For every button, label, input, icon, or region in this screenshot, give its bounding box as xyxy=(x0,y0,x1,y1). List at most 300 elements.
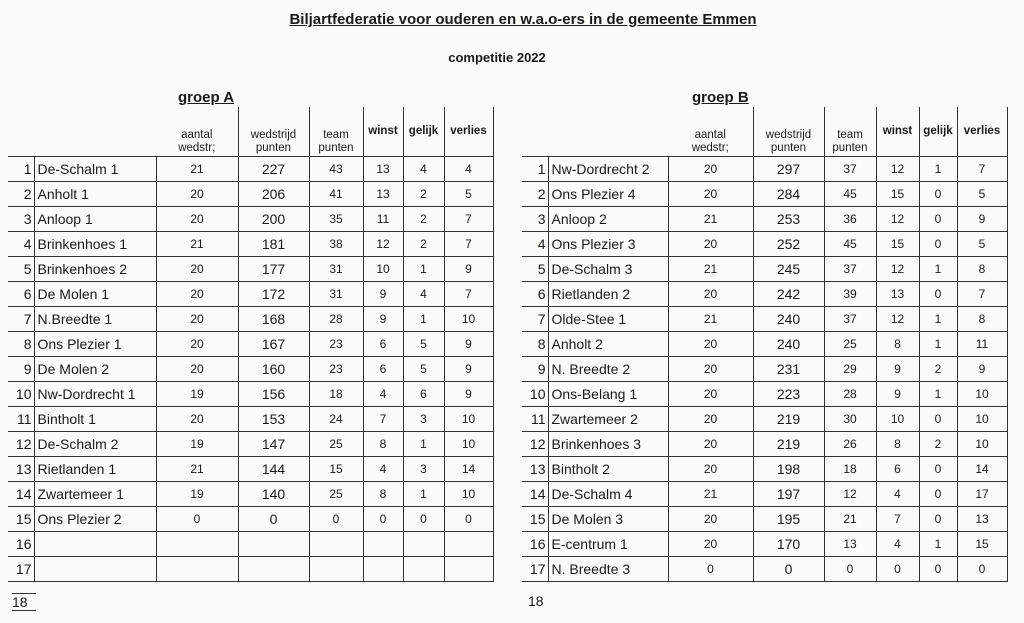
table-row xyxy=(522,182,1007,207)
winst-cell: 7 xyxy=(363,407,403,432)
team-name-cell: De-Schalm 2 xyxy=(34,432,156,457)
gelijk-cell: 3 xyxy=(403,407,444,432)
gelijk-cell: 0 xyxy=(403,507,444,532)
gelijk-cell: 1 xyxy=(403,432,444,457)
team-cell: 28 xyxy=(824,382,876,407)
wedstrijd-cell: 0 xyxy=(753,557,824,582)
wedstrijd-cell: 240 xyxy=(753,332,824,357)
team-name-cell: Olde-Stee 1 xyxy=(548,307,668,332)
wedstrijd-cell: 219 xyxy=(753,407,824,432)
wedstrijd-cell: 170 xyxy=(753,532,824,557)
gelijk-cell: 3 xyxy=(403,457,444,482)
aantal-cell xyxy=(156,557,238,582)
winst-cell: 12 xyxy=(363,232,403,257)
aantal-cell: 20 xyxy=(668,182,753,207)
table-row xyxy=(8,507,493,532)
gelijk-cell: 2 xyxy=(919,357,957,382)
team-name-cell: De Molen 2 xyxy=(34,357,156,382)
rank-cell: 6 xyxy=(522,282,548,307)
winst-cell: 15 xyxy=(876,232,919,257)
winst-cell: 8 xyxy=(363,432,403,457)
rank-cell: 17 xyxy=(8,557,34,582)
wedstrijd-cell: 223 xyxy=(753,382,824,407)
gelijk-cell: 5 xyxy=(403,332,444,357)
team-name-cell xyxy=(34,532,156,557)
gelijk-cell: 2 xyxy=(403,232,444,257)
table-row xyxy=(522,157,1007,182)
verlies-cell: 4 xyxy=(444,157,493,182)
verlies-cell: 7 xyxy=(444,207,493,232)
wedstrijd-cell: 195 xyxy=(753,507,824,532)
team-name-cell: Rietlanden 2 xyxy=(548,282,668,307)
team-cell: 45 xyxy=(824,232,876,257)
gelijk-cell: 0 xyxy=(919,557,957,582)
team-cell xyxy=(309,557,363,582)
rank-cell: 9 xyxy=(522,357,548,382)
gelijk-cell: 1 xyxy=(403,257,444,282)
table-row xyxy=(522,507,1007,532)
rank-header xyxy=(8,107,34,157)
team-name-cell: Anloop 1 xyxy=(34,207,156,232)
verlies-cell xyxy=(444,532,493,557)
rank-cell: 8 xyxy=(8,332,34,357)
aantal-cell: 19 xyxy=(156,482,238,507)
team-name-cell: Ons Plezier 1 xyxy=(34,332,156,357)
aantal-cell: 20 xyxy=(668,507,753,532)
aantal-cell: 21 xyxy=(668,482,753,507)
wedstrijd-cell: 160 xyxy=(238,357,309,382)
rank-cell: 3 xyxy=(8,207,34,232)
wedstrijd-cell: 252 xyxy=(753,232,824,257)
wedstrijd-cell: 240 xyxy=(753,307,824,332)
gelijk-cell: 0 xyxy=(919,482,957,507)
wedstrijd-cell: 147 xyxy=(238,432,309,457)
verlies-cell: 10 xyxy=(444,307,493,332)
winst-header: winst xyxy=(363,107,403,157)
rank-cell: 16 xyxy=(522,532,548,557)
aantal-cell xyxy=(156,532,238,557)
gelijk-cell: 0 xyxy=(919,207,957,232)
verlies-cell: 9 xyxy=(444,382,493,407)
team-name-cell: Anloop 2 xyxy=(548,207,668,232)
team-name-cell: N. Breedte 3 xyxy=(548,557,668,582)
table-row xyxy=(8,357,493,382)
table-row xyxy=(522,482,1007,507)
rank-cell: 7 xyxy=(522,307,548,332)
rank-cell: 11 xyxy=(8,407,34,432)
rank-cell: 13 xyxy=(8,457,34,482)
group-b-row-18-rank: 18 xyxy=(528,593,544,609)
wedstrijd-cell: 153 xyxy=(238,407,309,432)
winst-cell: 10 xyxy=(363,257,403,282)
table-row xyxy=(522,432,1007,457)
table-row xyxy=(522,532,1007,557)
gelijk-cell: 6 xyxy=(403,382,444,407)
aantal-cell: 19 xyxy=(156,382,238,407)
winst-cell xyxy=(363,557,403,582)
verlies-cell: 9 xyxy=(957,357,1007,382)
aantal-cell: 20 xyxy=(668,457,753,482)
winst-cell: 12 xyxy=(876,207,919,232)
gelijk-cell: 0 xyxy=(919,457,957,482)
verlies-cell: 7 xyxy=(444,282,493,307)
verlies-cell: 8 xyxy=(957,257,1007,282)
winst-cell: 9 xyxy=(876,357,919,382)
group-a-table xyxy=(8,107,494,582)
wedstrijd-punten-header: wedstrijd punten xyxy=(753,107,824,157)
wedstrijd-cell: 245 xyxy=(753,257,824,282)
aantal-cell: 20 xyxy=(156,207,238,232)
table-row xyxy=(8,182,493,207)
team-cell: 23 xyxy=(309,332,363,357)
gelijk-cell: 1 xyxy=(919,307,957,332)
aantal-cell: 0 xyxy=(156,507,238,532)
gelijk-cell: 1 xyxy=(919,382,957,407)
rank-cell: 10 xyxy=(8,382,34,407)
rank-cell: 14 xyxy=(8,482,34,507)
wedstrijd-cell: 167 xyxy=(238,332,309,357)
rank-cell: 9 xyxy=(8,357,34,382)
winst-cell: 9 xyxy=(363,282,403,307)
gelijk-cell: 2 xyxy=(403,182,444,207)
aantal-cell: 20 xyxy=(668,332,753,357)
team-cell: 0 xyxy=(824,557,876,582)
wedstrijd-cell: 253 xyxy=(753,207,824,232)
winst-cell: 8 xyxy=(363,482,403,507)
verlies-cell: 0 xyxy=(957,557,1007,582)
wedstrijd-cell: 206 xyxy=(238,182,309,207)
table-row xyxy=(522,257,1007,282)
wedstrijd-cell: 0 xyxy=(238,507,309,532)
aantal-cell: 21 xyxy=(668,257,753,282)
table-row xyxy=(8,557,493,582)
rank-cell: 5 xyxy=(522,257,548,282)
team-cell: 24 xyxy=(309,407,363,432)
table-row xyxy=(8,307,493,332)
verlies-header: verlies xyxy=(444,107,493,157)
table-row xyxy=(522,207,1007,232)
wedstrijd-cell: 168 xyxy=(238,307,309,332)
team-punten-header: team punten xyxy=(824,107,876,157)
team-name-cell: De Molen 3 xyxy=(548,507,668,532)
winst-cell: 15 xyxy=(876,182,919,207)
verlies-cell: 14 xyxy=(957,457,1007,482)
aantal-header: aantal wedstr; xyxy=(668,107,753,157)
rank-cell: 6 xyxy=(8,282,34,307)
verlies-cell: 7 xyxy=(957,157,1007,182)
group-a-header-row xyxy=(8,107,493,157)
winst-cell: 6 xyxy=(876,457,919,482)
verlies-cell: 15 xyxy=(957,532,1007,557)
winst-cell: 8 xyxy=(876,332,919,357)
aantal-cell: 20 xyxy=(156,407,238,432)
rank-cell: 4 xyxy=(8,232,34,257)
wedstrijd-cell: 177 xyxy=(238,257,309,282)
verlies-cell: 13 xyxy=(957,507,1007,532)
team-cell: 25 xyxy=(309,482,363,507)
team-cell: 13 xyxy=(824,532,876,557)
aantal-cell: 20 xyxy=(156,257,238,282)
team-name-cell: Nw-Dordrecht 2 xyxy=(548,157,668,182)
rank-cell: 1 xyxy=(8,157,34,182)
group-b-header-row xyxy=(522,107,1007,157)
table-row xyxy=(8,207,493,232)
wedstrijd-cell: 140 xyxy=(238,482,309,507)
wedstrijd-cell: 197 xyxy=(753,482,824,507)
winst-cell: 13 xyxy=(363,182,403,207)
verlies-cell: 10 xyxy=(444,482,493,507)
wedstrijd-cell: 242 xyxy=(753,282,824,307)
wedstrijd-cell: 284 xyxy=(753,182,824,207)
winst-cell: 6 xyxy=(363,357,403,382)
gelijk-cell: 5 xyxy=(403,357,444,382)
verlies-cell: 5 xyxy=(957,182,1007,207)
team-name-cell: Brinkenhoes 3 xyxy=(548,432,668,457)
winst-cell: 0 xyxy=(363,507,403,532)
rank-cell: 12 xyxy=(522,432,548,457)
aantal-cell: 20 xyxy=(156,307,238,332)
gelijk-cell: 0 xyxy=(919,407,957,432)
team-name-cell: De-Schalm 4 xyxy=(548,482,668,507)
verlies-cell: 7 xyxy=(957,282,1007,307)
table-row xyxy=(522,382,1007,407)
table-row xyxy=(8,532,493,557)
table-row xyxy=(522,407,1007,432)
team-name-header xyxy=(548,107,668,157)
rank-cell: 5 xyxy=(8,257,34,282)
competition-subtitle: competitie 2022 xyxy=(448,50,546,65)
aantal-cell: 21 xyxy=(156,457,238,482)
winst-header: winst xyxy=(876,107,919,157)
aantal-cell: 20 xyxy=(668,382,753,407)
rank-cell: 7 xyxy=(8,307,34,332)
table-row xyxy=(522,307,1007,332)
gelijk-cell: 1 xyxy=(919,532,957,557)
wedstrijd-cell: 231 xyxy=(753,357,824,382)
table-row xyxy=(522,282,1007,307)
aantal-cell: 0 xyxy=(668,557,753,582)
team-punten-header: team punten xyxy=(309,107,363,157)
winst-cell: 12 xyxy=(876,157,919,182)
team-name-cell: Brinkenhoes 1 xyxy=(34,232,156,257)
aantal-cell: 21 xyxy=(668,207,753,232)
wedstrijd-cell: 156 xyxy=(238,382,309,407)
gelijk-cell: 0 xyxy=(919,232,957,257)
verlies-cell: 9 xyxy=(444,257,493,282)
rank-cell: 14 xyxy=(522,482,548,507)
team-name-cell: Ons Plezier 3 xyxy=(548,232,668,257)
rank-cell: 10 xyxy=(522,382,548,407)
team-cell: 31 xyxy=(309,257,363,282)
winst-cell: 0 xyxy=(876,557,919,582)
team-cell: 37 xyxy=(824,307,876,332)
aantal-cell: 20 xyxy=(668,232,753,257)
aantal-cell: 21 xyxy=(156,157,238,182)
verlies-header: verlies xyxy=(957,107,1007,157)
gelijk-cell: 0 xyxy=(919,182,957,207)
verlies-cell: 8 xyxy=(957,307,1007,332)
team-cell: 28 xyxy=(309,307,363,332)
aantal-cell: 20 xyxy=(668,532,753,557)
team-name-cell: De-Schalm 3 xyxy=(548,257,668,282)
table-row xyxy=(8,457,493,482)
winst-cell: 10 xyxy=(876,407,919,432)
aantal-cell: 21 xyxy=(668,307,753,332)
rank-cell: 2 xyxy=(8,182,34,207)
team-name-cell xyxy=(34,557,156,582)
verlies-cell: 17 xyxy=(957,482,1007,507)
table-row xyxy=(522,457,1007,482)
team-cell: 23 xyxy=(309,357,363,382)
verlies-cell: 5 xyxy=(957,232,1007,257)
verlies-cell: 14 xyxy=(444,457,493,482)
gelijk-cell: 1 xyxy=(403,482,444,507)
team-cell: 45 xyxy=(824,182,876,207)
winst-cell: 13 xyxy=(876,282,919,307)
winst-cell: 4 xyxy=(876,532,919,557)
aantal-cell: 20 xyxy=(668,282,753,307)
verlies-cell: 10 xyxy=(444,432,493,457)
team-name-cell: Zwartemeer 2 xyxy=(548,407,668,432)
team-cell: 36 xyxy=(824,207,876,232)
winst-cell: 4 xyxy=(363,382,403,407)
table-row xyxy=(8,282,493,307)
verlies-cell: 0 xyxy=(444,507,493,532)
aantal-cell: 20 xyxy=(668,357,753,382)
wedstrijd-cell xyxy=(238,557,309,582)
wedstrijd-cell xyxy=(238,532,309,557)
verlies-cell: 7 xyxy=(444,232,493,257)
verlies-cell: 9 xyxy=(444,332,493,357)
winst-cell: 12 xyxy=(876,257,919,282)
team-name-cell: Zwartemeer 1 xyxy=(34,482,156,507)
team-name-cell: E-centrum 1 xyxy=(548,532,668,557)
gelijk-header: gelijk xyxy=(919,107,957,157)
team-name-cell: De-Schalm 1 xyxy=(34,157,156,182)
aantal-cell: 20 xyxy=(156,357,238,382)
team-cell: 18 xyxy=(309,382,363,407)
team-cell: 18 xyxy=(824,457,876,482)
wedstrijd-cell: 297 xyxy=(753,157,824,182)
rank-cell: 15 xyxy=(522,507,548,532)
team-cell: 26 xyxy=(824,432,876,457)
team-name-cell: N.Breedte 1 xyxy=(34,307,156,332)
winst-cell: 12 xyxy=(876,307,919,332)
team-cell: 0 xyxy=(309,507,363,532)
table-row xyxy=(8,407,493,432)
aantal-cell: 19 xyxy=(156,432,238,457)
team-cell: 21 xyxy=(824,507,876,532)
rank-cell: 4 xyxy=(522,232,548,257)
team-name-cell: Nw-Dordrecht 1 xyxy=(34,382,156,407)
aantal-cell: 20 xyxy=(156,282,238,307)
gelijk-cell: 2 xyxy=(403,207,444,232)
gelijk-cell xyxy=(403,532,444,557)
verlies-cell: 11 xyxy=(957,332,1007,357)
aantal-cell: 20 xyxy=(668,157,753,182)
table-row xyxy=(8,257,493,282)
table-row xyxy=(522,557,1007,582)
gelijk-cell: 1 xyxy=(919,157,957,182)
team-cell: 35 xyxy=(309,207,363,232)
team-name-cell: Ons Plezier 4 xyxy=(548,182,668,207)
gelijk-cell: 1 xyxy=(919,257,957,282)
rank-cell: 16 xyxy=(8,532,34,557)
rank-cell: 12 xyxy=(8,432,34,457)
team-cell: 43 xyxy=(309,157,363,182)
wedstrijd-punten-header: wedstrijd punten xyxy=(238,107,309,157)
verlies-cell xyxy=(444,557,493,582)
aantal-cell: 20 xyxy=(156,332,238,357)
gelijk-cell: 0 xyxy=(919,282,957,307)
rank-header xyxy=(522,107,548,157)
verlies-cell: 9 xyxy=(957,207,1007,232)
wedstrijd-cell: 227 xyxy=(238,157,309,182)
team-name-cell: Ons Plezier 2 xyxy=(34,507,156,532)
aantal-cell: 20 xyxy=(668,407,753,432)
rank-cell: 11 xyxy=(522,407,548,432)
rank-cell: 13 xyxy=(522,457,548,482)
team-cell: 15 xyxy=(309,457,363,482)
team-cell xyxy=(309,532,363,557)
group-a-title: groep A xyxy=(178,89,235,106)
team-cell: 38 xyxy=(309,232,363,257)
team-name-cell: Ons-Belang 1 xyxy=(548,382,668,407)
group-b-title: groep B xyxy=(692,89,749,106)
gelijk-header: gelijk xyxy=(403,107,444,157)
gelijk-cell: 0 xyxy=(919,507,957,532)
team-name-cell: N. Breedte 2 xyxy=(548,357,668,382)
wedstrijd-cell: 181 xyxy=(238,232,309,257)
winst-cell: 11 xyxy=(363,207,403,232)
winst-cell: 9 xyxy=(363,307,403,332)
winst-cell: 13 xyxy=(363,157,403,182)
gelijk-cell: 1 xyxy=(919,332,957,357)
rank-cell: 15 xyxy=(8,507,34,532)
table-row xyxy=(8,482,493,507)
aantal-header: aantal wedstr; xyxy=(156,107,238,157)
gelijk-cell: 1 xyxy=(403,307,444,332)
wedstrijd-cell: 219 xyxy=(753,432,824,457)
team-cell: 41 xyxy=(309,182,363,207)
table-row xyxy=(522,332,1007,357)
rank-cell: 3 xyxy=(522,207,548,232)
team-cell: 31 xyxy=(309,282,363,307)
aantal-cell: 20 xyxy=(156,182,238,207)
table-row xyxy=(8,382,493,407)
winst-cell: 8 xyxy=(876,432,919,457)
team-name-header xyxy=(34,107,156,157)
table-row xyxy=(8,332,493,357)
gelijk-cell: 4 xyxy=(403,282,444,307)
team-cell: 25 xyxy=(309,432,363,457)
team-name-cell: Anholt 1 xyxy=(34,182,156,207)
verlies-cell: 10 xyxy=(957,382,1007,407)
team-cell: 30 xyxy=(824,407,876,432)
rank-cell: 1 xyxy=(522,157,548,182)
team-name-cell: Anholt 2 xyxy=(548,332,668,357)
winst-cell: 4 xyxy=(876,482,919,507)
team-cell: 39 xyxy=(824,282,876,307)
winst-cell: 9 xyxy=(876,382,919,407)
table-row xyxy=(8,432,493,457)
team-name-cell: Bintholt 2 xyxy=(548,457,668,482)
team-name-cell: Bintholt 1 xyxy=(34,407,156,432)
group-b-table xyxy=(522,107,1008,582)
team-cell: 12 xyxy=(824,482,876,507)
rank-cell: 2 xyxy=(522,182,548,207)
aantal-cell: 21 xyxy=(156,232,238,257)
